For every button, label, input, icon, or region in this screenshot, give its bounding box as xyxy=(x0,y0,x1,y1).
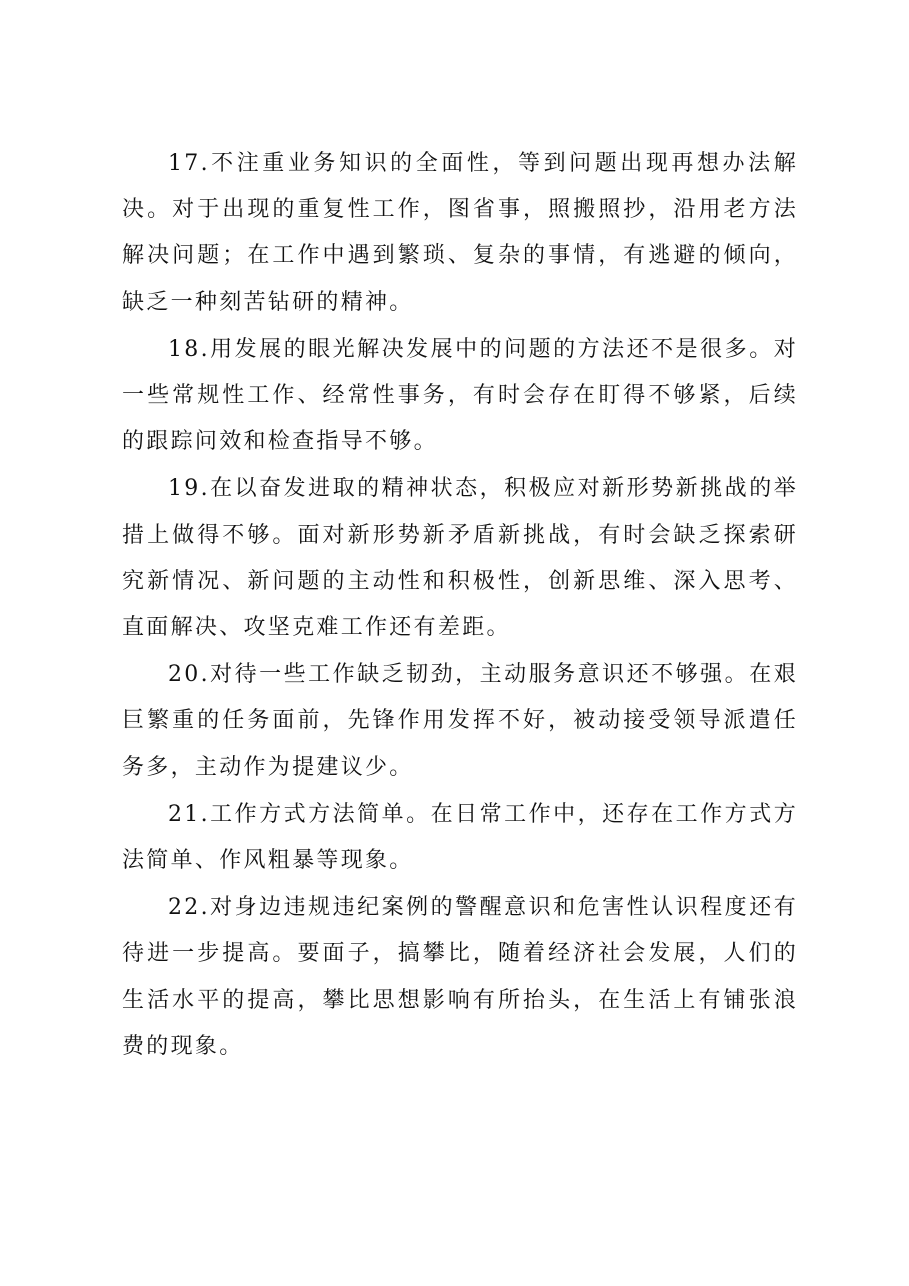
paragraph-21: 21.工作方式方法简单。在日常工作中，还存在工作方式方法简单、作风粗暴等现象。 xyxy=(122,801,798,874)
paragraph-20: 20.对待一些工作缺乏韧劲，主动服务意识还不够强。在艰巨繁重的任务面前，先锋作用发挥不好，被动接受领导派遣任务多，主动作为提建议少。 xyxy=(122,662,798,780)
paragraph-18: 18.用发展的眼光解决发展中的问题的方法还不是很多。对一些常规性工作、经常性事务，有时会存在盯得不够紧，后续的跟踪问效和检查指导不够。 xyxy=(122,336,798,455)
paragraph-17: 17.不注重业务知识的全面性，等到问题出现再想办法解决。对于出现的重复性工作，图省事，照搬照抄，沿用老方法解决问题；在工作中遇到繁琐、复杂的事情，有逃避的倾向，缺乏一种刻苦钻研的精神。 xyxy=(122,151,798,315)
paragraph-19: 19.在以奋发进取的精神状态，积极应对新形势新挑战的举措上做得不够。面对新形势新矛盾新挑战，有时会缺乏探索研究新情况、新问题的主动性和积极性，创新思维、深入思考、直面解决、攻坚克难工作还有差距。 xyxy=(122,476,798,641)
document-body xyxy=(122,141,798,1071)
paragraph-22: 22.对身边违规违纪案例的警醒意识和危害性认识程度还有待进一步提高。要面子，搞攀比，随着经济社会发展，人们的生活水平的提高，攀比思想影响有所抬头，在生活上有铺张浪费的现象。 xyxy=(122,895,798,1059)
